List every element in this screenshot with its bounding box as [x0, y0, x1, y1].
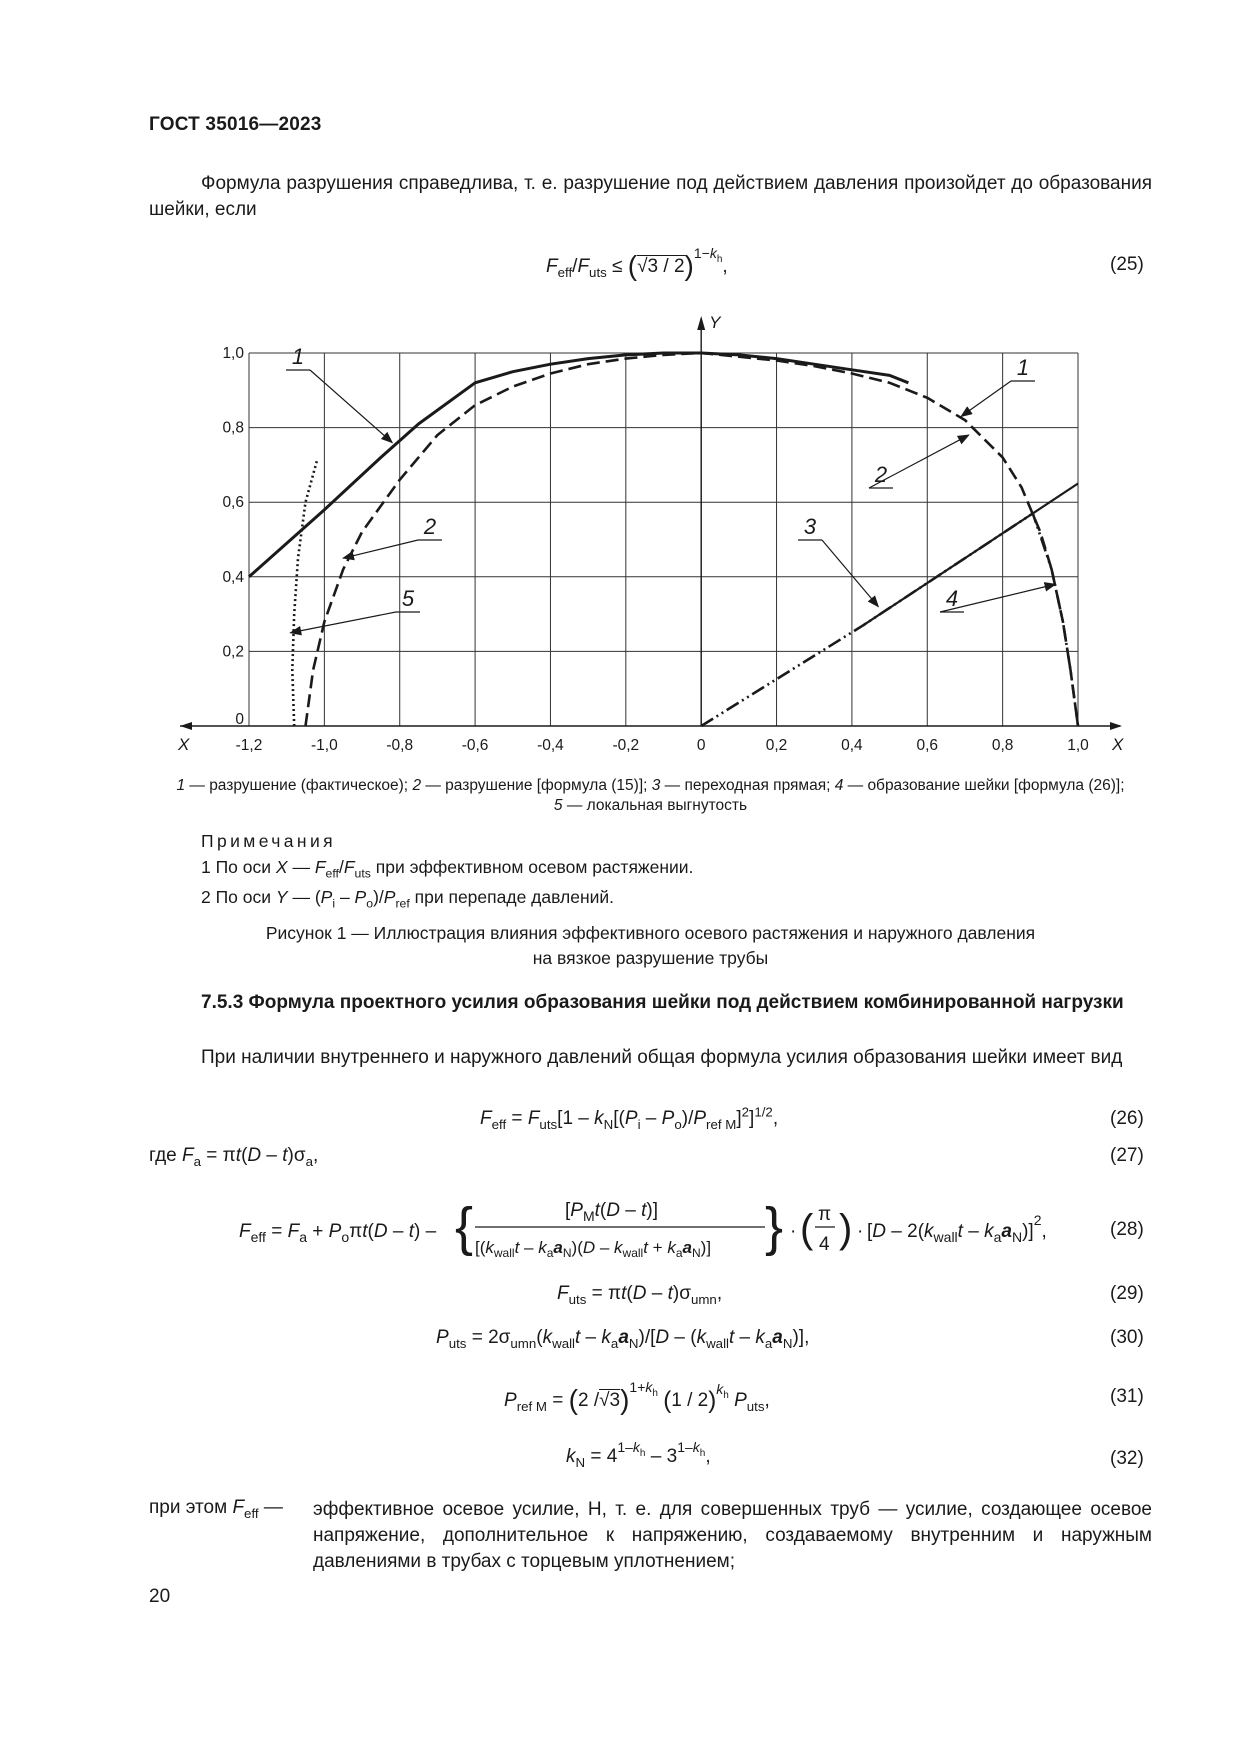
x-axis-label-negative: X: [178, 735, 190, 754]
svg-text:·: ·: [857, 1221, 864, 1242]
section-body: При наличии внутреннего и наружного давлений общая формула усилия образования шейки имеет вид: [201, 1047, 1123, 1068]
note-1: 1 По оси X — $F_{eff}/F_{uts}$ при эффективном осевом растяжении.: [201, 857, 694, 881]
leader-arrow: [310, 370, 392, 443]
y-axis-arrow: [697, 316, 705, 330]
x-tick-label: -0,8: [386, 737, 414, 754]
svg-text:}: }: [765, 1197, 784, 1257]
notes-title: Примечания: [201, 831, 337, 851]
equation-25-number: (25): [1110, 254, 1144, 275]
y-tick-label: 1,0: [222, 345, 244, 362]
svg-text:{: {: [455, 1197, 474, 1257]
curve-label-3: 3: [803, 514, 817, 539]
svg-text:): ): [839, 1207, 853, 1251]
intro-paragraph: Формула разрушения справедлива, т. е. разрушение под действием давления произойдет до образования шейки, если: [149, 173, 1152, 220]
chart-grid: [249, 353, 1078, 726]
y-tick-label: 0,6: [222, 494, 244, 512]
equation-27-number: (27): [1110, 1145, 1144, 1166]
figure-legend: 1 — разрушение (фактическое); 2 — разрушение [формула (15)]; 3 — переходная прямая; 4 — образование шейки [формула (26)]; 5 — локальная выгнутость: [176, 777, 1125, 814]
equation-28: [235, 1190, 1075, 1270]
curve-label-2: 2: [423, 514, 437, 539]
curve-label-1: 1: [1016, 355, 1030, 380]
series-line-1: [249, 353, 908, 577]
equation-29: $F_{uts} = \pi t(D - t)\sigma_{umn}$,: [557, 1283, 723, 1307]
equation-30: $P_{uts} = 2\sigma_{umn}(k_{wall}t - k_aa_N)/[D - (k_{wall}t - k_aa_N)]$,: [436, 1327, 810, 1351]
figure-1-chart: [150, 310, 1130, 755]
svg-text:π: π: [818, 1204, 832, 1225]
svg-text:[D – 2(kwallt – kaaN)]2,: $[D - 2(k_{wall}t - k_aa_N)]^2$,: [867, 1212, 1047, 1245]
series-line-4: [701, 513, 1078, 726]
document-header: ГОСТ 35016—2023: [149, 114, 322, 135]
equation-32: $k_N = 4^{1-k_h} - 3^{1-k_h}$,: [566, 1439, 711, 1470]
x-tick-label: 0,8: [991, 737, 1014, 754]
y-axis-label: Y: [709, 313, 721, 332]
curve-label-2: 2: [874, 462, 888, 487]
equation-31: $P_{ref M} = (2$ /√3)$^{1+k_h}$ (1 / 2)$^{k_h}$ $P_{uts}$,: [504, 1379, 770, 1415]
definition-text: эффективное осевое усилие, Н, т. е. для совершенных труб — усилие, создающее осевое напряжение, дополнительное к напряжению, создаваемому внутренним и наружным давлениями в трубах с торцевым уплотнением;: [313, 1499, 1152, 1572]
x-tick-label: -0,6: [461, 737, 489, 754]
chart-annotations: [286, 344, 1055, 633]
x-tick-label: -1,0: [311, 737, 338, 754]
curve-label-4: 4: [945, 586, 959, 611]
svg-text:[(kwallt – kaaN)(D – kwallt +: $[(k_{wall}t - k_aa_N)(D - k_{wall}t + k_aa_N)]$: [475, 1238, 712, 1260]
x-tick-label: 0,6: [916, 737, 939, 754]
x-tick-label: -0,4: [537, 737, 564, 754]
equation-26-number: (26): [1110, 1108, 1144, 1129]
leader-arrow: [343, 540, 418, 558]
svg-text:Feff = Fa + Poπt(D – t) –: $F_{eff} = F_a + P_o\pi t(D - t)$ –: [239, 1221, 437, 1245]
x-tick-label: 0: [696, 737, 706, 754]
y-tick-label: 0: [235, 711, 244, 728]
x-axis-arrow-right: [1110, 722, 1122, 730]
equation-28-number: (28): [1110, 1219, 1144, 1240]
equation-25: $F_{eff}/F_{uts} \le (√3 / 2)^{1-k_h}$,: [546, 245, 728, 281]
leader-arrow: [290, 612, 396, 633]
y-tick-label: 0,2: [222, 643, 244, 661]
equation-30-number: (30): [1110, 1327, 1144, 1348]
curve-label-1: 1: [291, 344, 305, 369]
equation-32-number: (32): [1110, 1448, 1144, 1469]
equation-26: $F_{eff} = F_{uts}[1 - k_N[(P_i - P_o)/P_{ref M}]^2]^{1/2}$,: [480, 1104, 779, 1132]
series-line-3-ext: [1033, 484, 1078, 514]
leader-arrow: [961, 381, 1011, 416]
svg-text:4: 4: [819, 1234, 830, 1255]
chart-axes: [180, 316, 1122, 730]
equation-29-number: (29): [1110, 1283, 1144, 1304]
chart-series: [249, 353, 1078, 726]
y-tick-label: 0,8: [222, 419, 244, 437]
x-axis-label: X: [1112, 735, 1124, 754]
section-title: 7.5.3 Формула проектного усилия образования шейки под действием комбинированной нагрузки: [201, 992, 1124, 1013]
x-tick-label: 0,2: [765, 737, 788, 754]
y-tick-label: 0,4: [222, 568, 244, 586]
x-tick-label: 0,4: [841, 737, 863, 754]
figure-caption: Рисунок 1 — Иллюстрация влияния эффективного осевого растяжения и наружного давления на вязкое разрушение трубы: [265, 923, 1036, 968]
svg-text:(: (: [800, 1207, 814, 1251]
svg-text:·: ·: [790, 1221, 797, 1242]
page-number: 20: [149, 1586, 171, 1607]
note-2: 2 По оси Y — $(P_i - P_o)/P_{ref}$ при перепаде давлений.: [201, 887, 615, 911]
chart-tick-labels: [177, 313, 1124, 754]
series-line-5: [292, 461, 317, 726]
x-tick-label: 1,0: [1067, 737, 1089, 754]
x-axis-arrow-left: [180, 722, 192, 730]
curve-label-5: 5: [401, 586, 415, 611]
x-tick-label: -1,2: [235, 737, 263, 754]
leader-arrow: [822, 540, 878, 607]
equation-31-number: (31): [1110, 1386, 1144, 1407]
x-tick-label: -0,2: [612, 737, 640, 754]
svg-text:[PMt(D – t)]: $[P_Mt(D - t)]$: [565, 1200, 658, 1224]
equation-27: где $F_a = \pi t(D - t)\sigma_a$,: [149, 1145, 319, 1169]
definition-term: при этом $F_{eff}$ —: [149, 1497, 283, 1521]
